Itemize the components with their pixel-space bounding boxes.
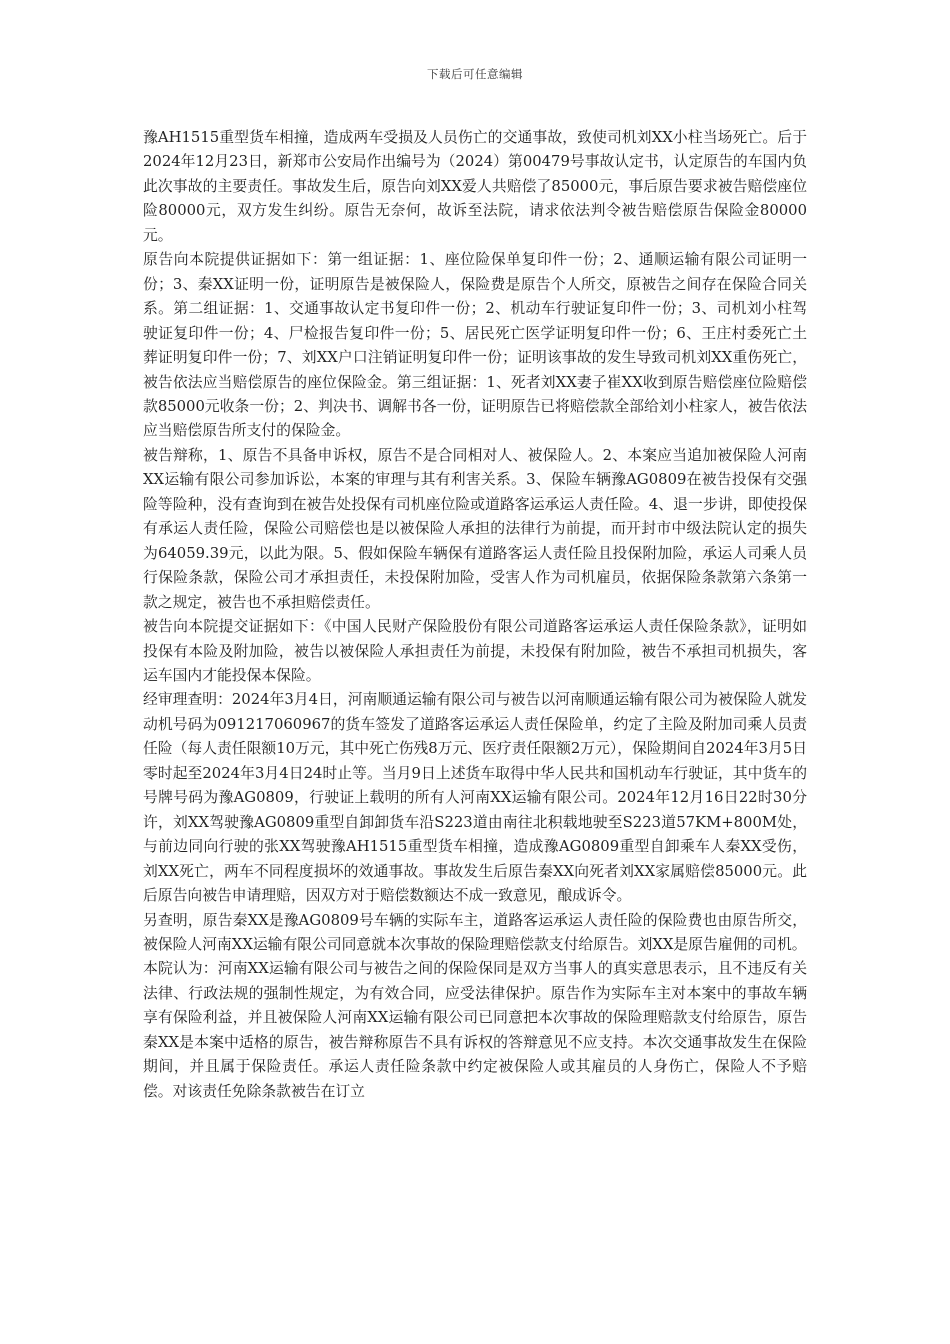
paragraph-defendant-defense: 被告辩称，1、原告不具备申诉权，原告不是合同相对人、被保险人。2、本案应当追加被保险人河南XX运输有限公司参加诉讼，本案的审理与其有利害关系。3、保险车辆豫AG0809在被告投保有交强险等险种，没有查询到在被告处投保有司机座位险或道路客运承运人责任险。4、退一步讲，即使投保有承运人责任险，保险公司赔偿也是以被保险人承担的法律行为前提，而开封市中级法院认定的损失为64059.39元，以此为限。5、假如保险车辆保有道路客运人责任险且投保附加险，承运人司乘人员行保险条款，保险公司才承担责任，未投保附加险，受害人作为司机雇员，依据保险条款第六条第一款之规定，被告也不承担赔偿责任。 <box>143 446 807 611</box>
paragraph-additional-findings: 另查明，原告秦XX是豫AG0809号车辆的实际车主，道路客运承运人责任险的保险费也由原告所交，被保险人河南XX运输有限公司同意就本次事故的保险理赔偿款支付给原告。刘XX是原告雇佣的司机。 <box>143 911 807 953</box>
paragraph-court-opinion: 本院认为：河南XX运输有限公司与被告之间的保险保同是双方当事人的真实意思表示，且不违反有关法律、行政法规的强制性规定，为有效合同，应受法律保护。原告作为实际车主对本案中的事故车辆享有保险利益，并且被保险人河南XX运输有限公司已同意把本次事故的保险理赔款支付给原告，原告秦XX是本案中适格的原告，被告辩称原告不具有诉权的答辩意见不应支持。本次交通事故发生在保险期间，并且属于保险责任。承运人责任险条款中约定被保险人或其雇员的人身伤亡，保险人不予赔偿。对该责任免除条款被告在订立 <box>143 960 807 1100</box>
paragraph-case-facts: 豫AH1515重型货车相撞，造成两车受损及人员伤亡的交通事故，致使司机刘XX小柱当场死亡。后于2024年12月23日，新郑市公安局作出编号为（2024）第00479号事故认定书，认定原告的车国内负此次事故的主要责任。事故发生后，原告向刘XX爱人共赔偿了85000元，事后原告要求被告赔偿座位险80000元，双方发生纠纷。原告无奈何，故诉至法院，请求依法判令被告赔偿原告保险金80000元。 <box>143 129 807 244</box>
paragraph-defendant-evidence: 被告向本院提交证据如下：《中国人民财产保险股份有限公司道路客运承运人责任保险条款》，证明如投保有本险及附加险，被告以被保险人承担责任为前提，未投保有附加险，被告不承担司机损失，客运车国内才能投保本保险。 <box>143 618 807 684</box>
paragraph-trial-findings: 经审理查明：2024年3月4日，河南顺通运输有限公司与被告以河南顺通运输有限公司为被保险人就发动机号码为091217060967的货车签发了道路客运承运人责任保险单，约定了主险及附加司乘人员责任险（每人责任限额10万元，其中死亡伤残8万元、医疗责任限额2万元），保险期间自2024年3月5日零时起至2024年3月4日24时止等。当月9日上述货车取得中华人民共和国机动车行驶证，其中货车的号牌号码为豫AG0809，行驶证上载明的所有人河南XX运输有限公司。2024年12月16日22时30分许，刘XX驾驶豫AG0809重型自卸卸货车沿S223道由南往北积载地驶至S223道57KM+800M处，与前边同向行驶的张XX驾驶豫AH1515重型货车相撞，造成豫AG0809重型自卸乘车人秦XX受伤，刘XX死亡，两车不同程度损坏的效通事故。事故发生后原告秦XX向死者刘XX家属赔偿85000元。此后原告向被告申请理赔，因双方对于赔偿数额达不成一致意见，酿成诉令。 <box>143 691 807 905</box>
document-body <box>143 126 807 1104</box>
page-header: 下载后可任意编辑 <box>427 67 523 81</box>
paragraph-plaintiff-evidence: 原告向本院提供证据如下：第一组证据：1、座位险保单复印件一份；2、通顺运输有限公司证明一份；3、秦XX证明一份，证明原告是被保险人，保险费是原告个人所交，原被告之间存在保险合同关系。第二组证据：1、交通事故认定书复印件一份；2、机动车行驶证复印件一份；3、司机刘小柱驾驶证复印件一份；4、尸检报告复印件一份；5、居民死亡医学证明复印件一份；6、王庄村委死亡土葬证明复印件一份；7、刘XX户口注销证明复印件一份；证明该事故的发生导致司机刘XX重伤死亡，被告依法应当赔偿原告的座位保险金。第三组证据：1、死者刘XX妻子崔XX收到原告赔偿座位险赔偿款85000元收条一份；2、判决书、调解书各一份，证明原告已将赔偿款全部给刘小柱家人，被告依法应当赔偿原告所支付的保险金。 <box>143 251 807 440</box>
